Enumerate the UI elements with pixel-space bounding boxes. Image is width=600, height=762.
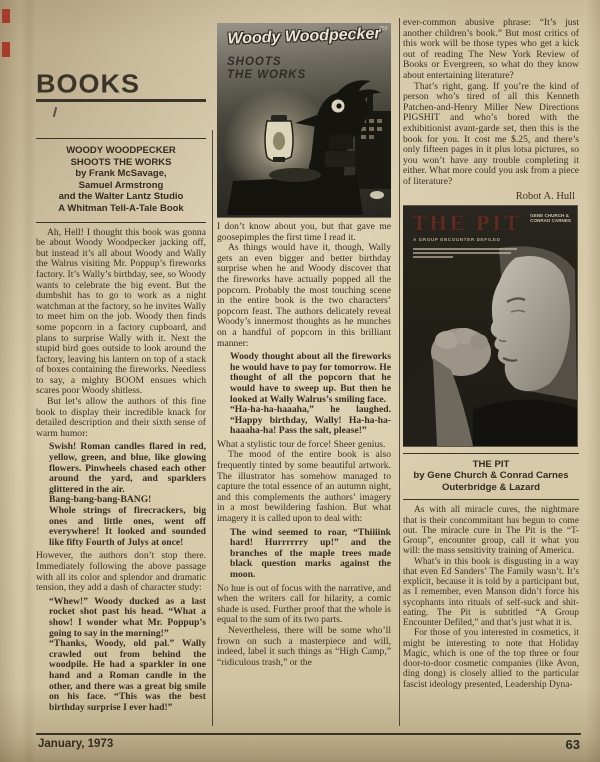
paragraph: But let’s allow the authors of this fine book to display their incredible knack for detailed description and their sixth sense of warm humor: (36, 396, 206, 439)
column-divider (399, 18, 400, 726)
column-right (403, 18, 579, 732)
woody-cover-illustration (217, 23, 391, 217)
page-number: 63 (565, 737, 580, 752)
column-middle-body (217, 222, 391, 668)
column-middle (217, 23, 391, 713)
woody-cover-title: Woody Woodpecker (227, 25, 381, 48)
stray-ink-mark (53, 107, 57, 117)
paragraph: As with all miracle cures, the nightmare that is their concommitant has begun to come out. The miracle cure in The Pit is the “T-Group”, encounter group, call it what you will: the mass sensitivity training of America. (403, 505, 579, 557)
quote-paragraph: “Thanks, Woody, old pal.” Wally crawled out from behind the woodpile. He had a sparkler in one hand and a Roman candle in the other, and there was a great big smile on his face. “This was the best birthday surprise I ever had!” (49, 638, 206, 713)
article-byline: by Frank McSavage, (75, 168, 167, 180)
pit-caption-title: THE PIT (472, 458, 510, 470)
pit-caption-byline: by Gene Church & Conrad Carnes (413, 470, 569, 482)
quote-paragraph: Bang-bang-bang-BANG! (49, 494, 152, 506)
paragraph: For those of you interested in cosmetics, it might be interesting to note that Holiday Magic, which is one of the top three or four door-to-door cosmetic companies (like Avon, ding dong) is closely allied to the particular fascist ideology presented, Leadership Dyna- (403, 628, 579, 690)
books-section-logo: BOOKS (36, 70, 141, 99)
paragraph: I don’t know about you, but that gave me goosepimples the first time I read it. (217, 221, 391, 243)
paragraph: ever-common abusive phrase: “It’s just another children’s book.” But most critics of this work will be those types who get a kick out of reading The New York Review of Books or Evergreen, so what do they know about entertaining literature? (403, 18, 579, 81)
pit-article-header (403, 453, 579, 501)
review-signature: Robot A. Hull (515, 190, 575, 202)
quote-paragraph: “Ha-ha-ha-haaaha,” he laughed. “Happy birthday, Wally! Ha-ha-ha-haaaha-ha! Pass the salt, please!” (230, 404, 391, 437)
paragraph: Nevertheless, there will be some who’ll frown on such a masterpiece and will, indeed, label it such things as “High Camp,” “ridiculous trash,” or the (217, 624, 391, 668)
quote-paragraph: “Whew!” Woody ducked as a last rocket shot past his head. “What a show! I wonder what Mr. Poppup’s going to say in the morning!” (49, 595, 206, 639)
pit-cover-blurb-text (413, 248, 523, 261)
woody-cover-price: 25¢ (378, 26, 388, 32)
pit-cover-title: THE PIT (412, 209, 522, 235)
column-right-body-bottom (403, 505, 579, 690)
column-left-body (36, 228, 206, 714)
quoted-excerpt (230, 352, 391, 437)
pit-book-cover-image (403, 206, 577, 446)
woody-book-cover-image (217, 23, 391, 217)
article-title-line: SHOOTS THE WORKS (70, 156, 172, 168)
quoted-excerpt (49, 442, 206, 548)
quote-paragraph: The wind seemed to roar, “Thiiiink hard! Hurrrrrry up!” and the branches of the maple trees made black question marks against the moon. (230, 526, 391, 580)
quoted-excerpt (230, 528, 391, 581)
article-byline: A Whitman Tell-A-Tale Book (58, 202, 184, 214)
article-byline: Samuel Armstrong (78, 179, 164, 191)
column-right-body-top (403, 18, 579, 202)
paragraph: What’s in this book is disgusting in a way that even Ed Sanders’ The Family wasn’t. It’s explicit, because it is told by a participant but, as I remember, even Manson didn’t force his sycophants into rituals of self-suck and shit-eating. The Pit is subtitled “A Group Encounter Defiled,” and that’s just what it is. (403, 556, 579, 629)
column-left (36, 70, 206, 730)
paragraph: Ah, Hell! I thought this book was gonna be about Woody Woodpecker jacking off, but instead it’s all about Woody and Wally the Walrus visiting Mr. Poppup’s fireworks factory. It’s Wally’s birthday, see, so Woody wants to celebrate the big event. But the dumbshit has to go to work as a night watchman at the factory, so he invites Wally to meet him on the job. Woody then finds some popcorn in a factory cupboard, and plans to surprise Wally with it. Next the stupid bird goes outside to look around the factory, leaving his lantern on top of a stack of boxes containing the fireworks. Needless to say, a mighty BOOM ensues which scares poor Woody shitless. (36, 226, 206, 397)
pit-cover-subtitle: A GROUP ENCOUNTER DEFILED (413, 236, 501, 242)
quoted-excerpt (49, 597, 206, 714)
quote-paragraph: Woody thought about all the fireworks he would have to pay for tomorrow. He thought of all the popcorn that he would have to sweep up. But then he looked at Wally Walrus’s smiling face. (230, 351, 391, 405)
article-byline: and the Walter Lantz Studio (58, 191, 184, 203)
pit-cover-authors: GENE CHURCH & CONRAD CARNES (530, 212, 571, 224)
pit-cover-photo (403, 240, 577, 446)
woody-article-header (36, 138, 206, 223)
paragraph: The mood of the entire book is also frequently tinted by some beautiful artwork. The illustrator has somehow managed to capture the total essence of an autumn night, and this complements the authors’ imagery in a most bewildering fashion. But what imagery it is called upon to deal with: (217, 449, 391, 525)
paragraph: No hue is out of focus with the narrative, and when the writers call for hilarity, a comic shade is used. Further proof that the whole is equal to the sum of its two parts. (217, 582, 391, 626)
footer-rule (36, 733, 581, 735)
red-edge-mark (2, 9, 10, 23)
paragraph: That’s right, gang. If you’re the kind of person who’s tired of all this Kenneth Patchen-and-Henry Miller New Directions PIGSHIT and who’s bored with the exhibitionist avant-garde set, then this is the book for you. It cost me $.25, and there’s only fifteen pages in it plus lotsa pictures, so you won’t have any trouble completing it either. What more could you ask from a piece of literature? (403, 80, 579, 187)
woody-cover-subtitle: SHOOTS THE WORKS (227, 56, 307, 81)
column-divider (212, 130, 213, 726)
paragraph: What a stylistic tour de force! Sheer genius. (217, 438, 386, 450)
issue-date: January, 1973 (38, 738, 114, 750)
red-edge-mark (2, 42, 10, 57)
paragraph: As things would have it, though, Wally gets an even bigger and better birthday surprise when he and Woody discover that the fireworks have actually popped all the popcorn. Probably the most touching scene in the entire book is the two characters’ popcorn feast. The authors delicately reveal Woody’s innermost thoughts as he munches on a handful of popcorn in this brilliant manner: (217, 242, 391, 349)
paragraph: However, the authors don’t stop there. Immediately following the above passage with all its color and splendor and dramatic tension, they add a dash of character study: (36, 550, 206, 594)
quote-paragraph: Whole strings of firecrackers, big ones and little ones, went off everywhere! It looked and sounded like fifty Fourth of Julys at once! (49, 505, 206, 548)
books-logo-underline (36, 99, 206, 102)
quote-paragraph: Swish! Roman candles flared in red, yellow, green, and blue, like glowing flowers. Pinwheels chased each other around the yard, and sparklers glittered in the air. (49, 441, 206, 495)
page-fold-shadow (22, 0, 36, 762)
article-title-line: WOODY WOODPECKER (66, 145, 176, 156)
pit-caption-publisher: Outerbridge & Lazard (441, 481, 541, 493)
